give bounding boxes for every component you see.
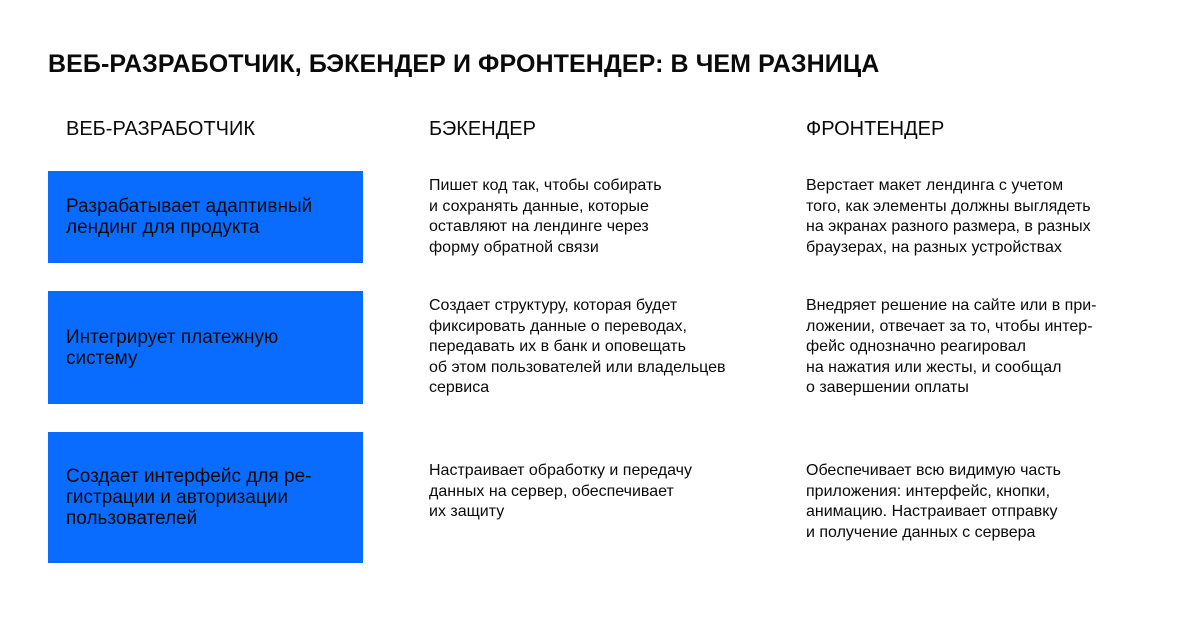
web-developer-task-box (48, 432, 363, 563)
column-header-backend: БЭКЕНДЕР (429, 118, 536, 140)
column-header-frontend: ФРОНТЕНДЕР (806, 118, 945, 140)
page-title: ВЕБ-РАЗРАБОТЧИК, БЭКЕНДЕР И ФРОНТЕНДЕР: В ЧЕМ РАЗНИЦА (48, 50, 880, 78)
frontend-task-text: Обеспечивает всю видимую часть приложения: интерфейс, кнопки, анимацию. Настраивает отправку и получение данных с сервера (806, 462, 1061, 541)
column-header-web-developer: ВЕБ-РАЗРАБОТЧИК (66, 118, 256, 140)
web-developer-task-text: Создает интерфейс для ре- гистрации и авторизации пользователей (66, 466, 312, 529)
web-developer-task-text: Интегрирует платежную систему (66, 326, 279, 369)
web-developer-task-text: Разрабатывает адаптивный лендинг для продукта (66, 196, 313, 238)
backend-task-text: Пишет код так, чтобы собирать и сохранять данные, которые оставляют на лендинге через форму обратной связи (429, 177, 662, 256)
backend-task-text: Создает структуру, которая будет фиксировать данные о переводах, передавать их в банк и оповещать об этом пользователей или владельцев сервиса (429, 297, 726, 396)
web-developer-task-box (48, 171, 363, 263)
frontend-task-text: Верстает макет лендинга с учетом того, как элементы должны выглядеть на экранах разного размера, в разных браузерах, на разных устройствах (806, 177, 1091, 256)
frontend-task-text: Внедряет решение на сайте или в при- ложении, отвечает за то, чтобы интер- фейс однозначно реагировал на нажатия или жесты, и сообщал о завершении оплаты (806, 297, 1097, 396)
backend-task-text: Настраивает обработку и передачу данных на сервер, обеспечивает их защиту (429, 462, 693, 520)
web-developer-task-box (48, 291, 363, 404)
